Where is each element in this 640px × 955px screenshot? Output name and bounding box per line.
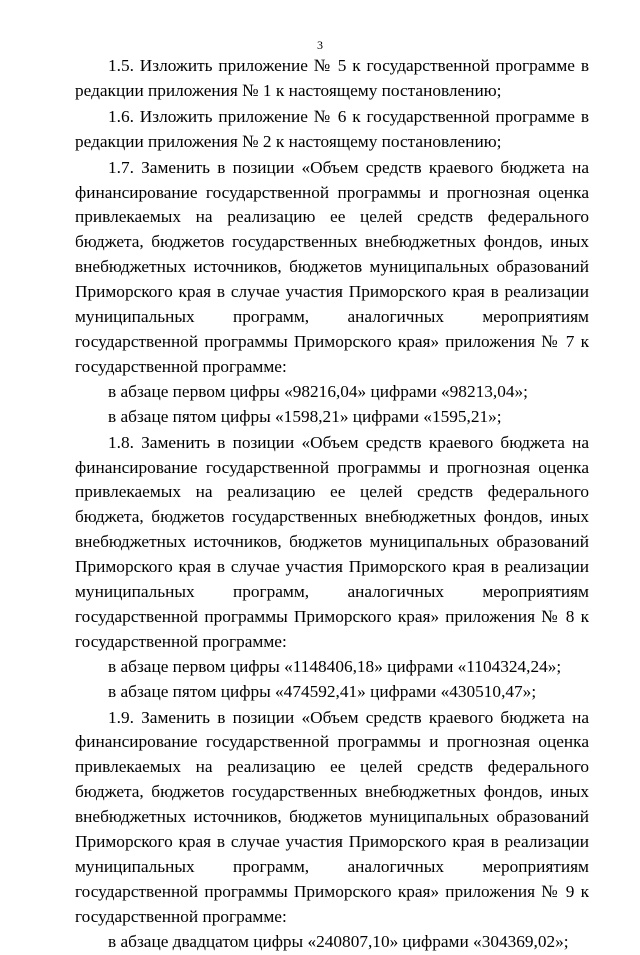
paragraph-1-8: 1.8. Заменить в позиции «Объем средств краевого бюджета на финансирование государственной программы и прогнозная оценка привлекаемых на реализацию ее целей средств федерального бюджета, бюджетов государственных внебюджетных фондов, иных внебюджетных источников, бюджетов муниципальных образований Приморского края в случае участия Приморского края в реализации муниципальных программ, аналогичных мероприятиям государственной программы Приморского края» приложения № 8 к государственной программе: [75, 432, 589, 651]
page-number: 3 [317, 38, 323, 52]
paragraph-1-5: 1.5. Изложить приложение № 5 к государственной программе в редакции приложения № 1 к настоящему постановлению; [75, 56, 589, 100]
paragraph-1-7: 1.7. Заменить в позиции «Объем средств краевого бюджета на финансирование государственной программы и прогнозная оценка привлекаемых на реализацию ее целей средств федерального бюджета, бюджетов государственных внебюджетных фондов, иных внебюджетных источников, бюджетов муниципальных образований Приморского края в случае участия Приморского края в реализации муниципальных программ, аналогичных мероприятиям государственной программы Приморского края» приложения № 7 к государственной программе: [75, 157, 589, 376]
document-body [75, 54, 589, 955]
paragraph-1-7-fifth-indent: в абзаце пятом цифры «1598,21» цифрами «1595,21»; [108, 406, 502, 426]
paragraph-1-9-twentieth-indent: в абзаце двадцатом цифры «240807,10» цифрами «304369,02»; [108, 931, 569, 951]
paragraph-1-8-first-indent: в абзаце первом цифры «1148406,18» цифрами «1104324,24»; [108, 656, 562, 676]
paragraph-1-8-fifth-indent: в абзаце пятом цифры «474592,41» цифрами «430510,47»; [108, 681, 537, 701]
paragraph-1-6: 1.6. Изложить приложение № 6 к государственной программе в редакции приложения № 2 к настоящему постановлению; [75, 106, 589, 151]
paragraph-1-7-first-indent: в абзаце первом цифры «98216,04» цифрами «98213,04»; [108, 381, 528, 401]
paragraph-1-9: 1.9. Заменить в позиции «Объем средств краевого бюджета на финансирование государственной программы и прогнозная оценка привлекаемых на реализацию ее целей средств федерального бюджета, бюджетов государственных внебюджетных фондов, иных внебюджетных источников, бюджетов муниципальных образований Приморского края в случае участия Приморского края в реализации муниципальных программ, аналогичных мероприятиям государственной программы Приморского края» приложения № 9 к государственной программе: [75, 707, 589, 926]
